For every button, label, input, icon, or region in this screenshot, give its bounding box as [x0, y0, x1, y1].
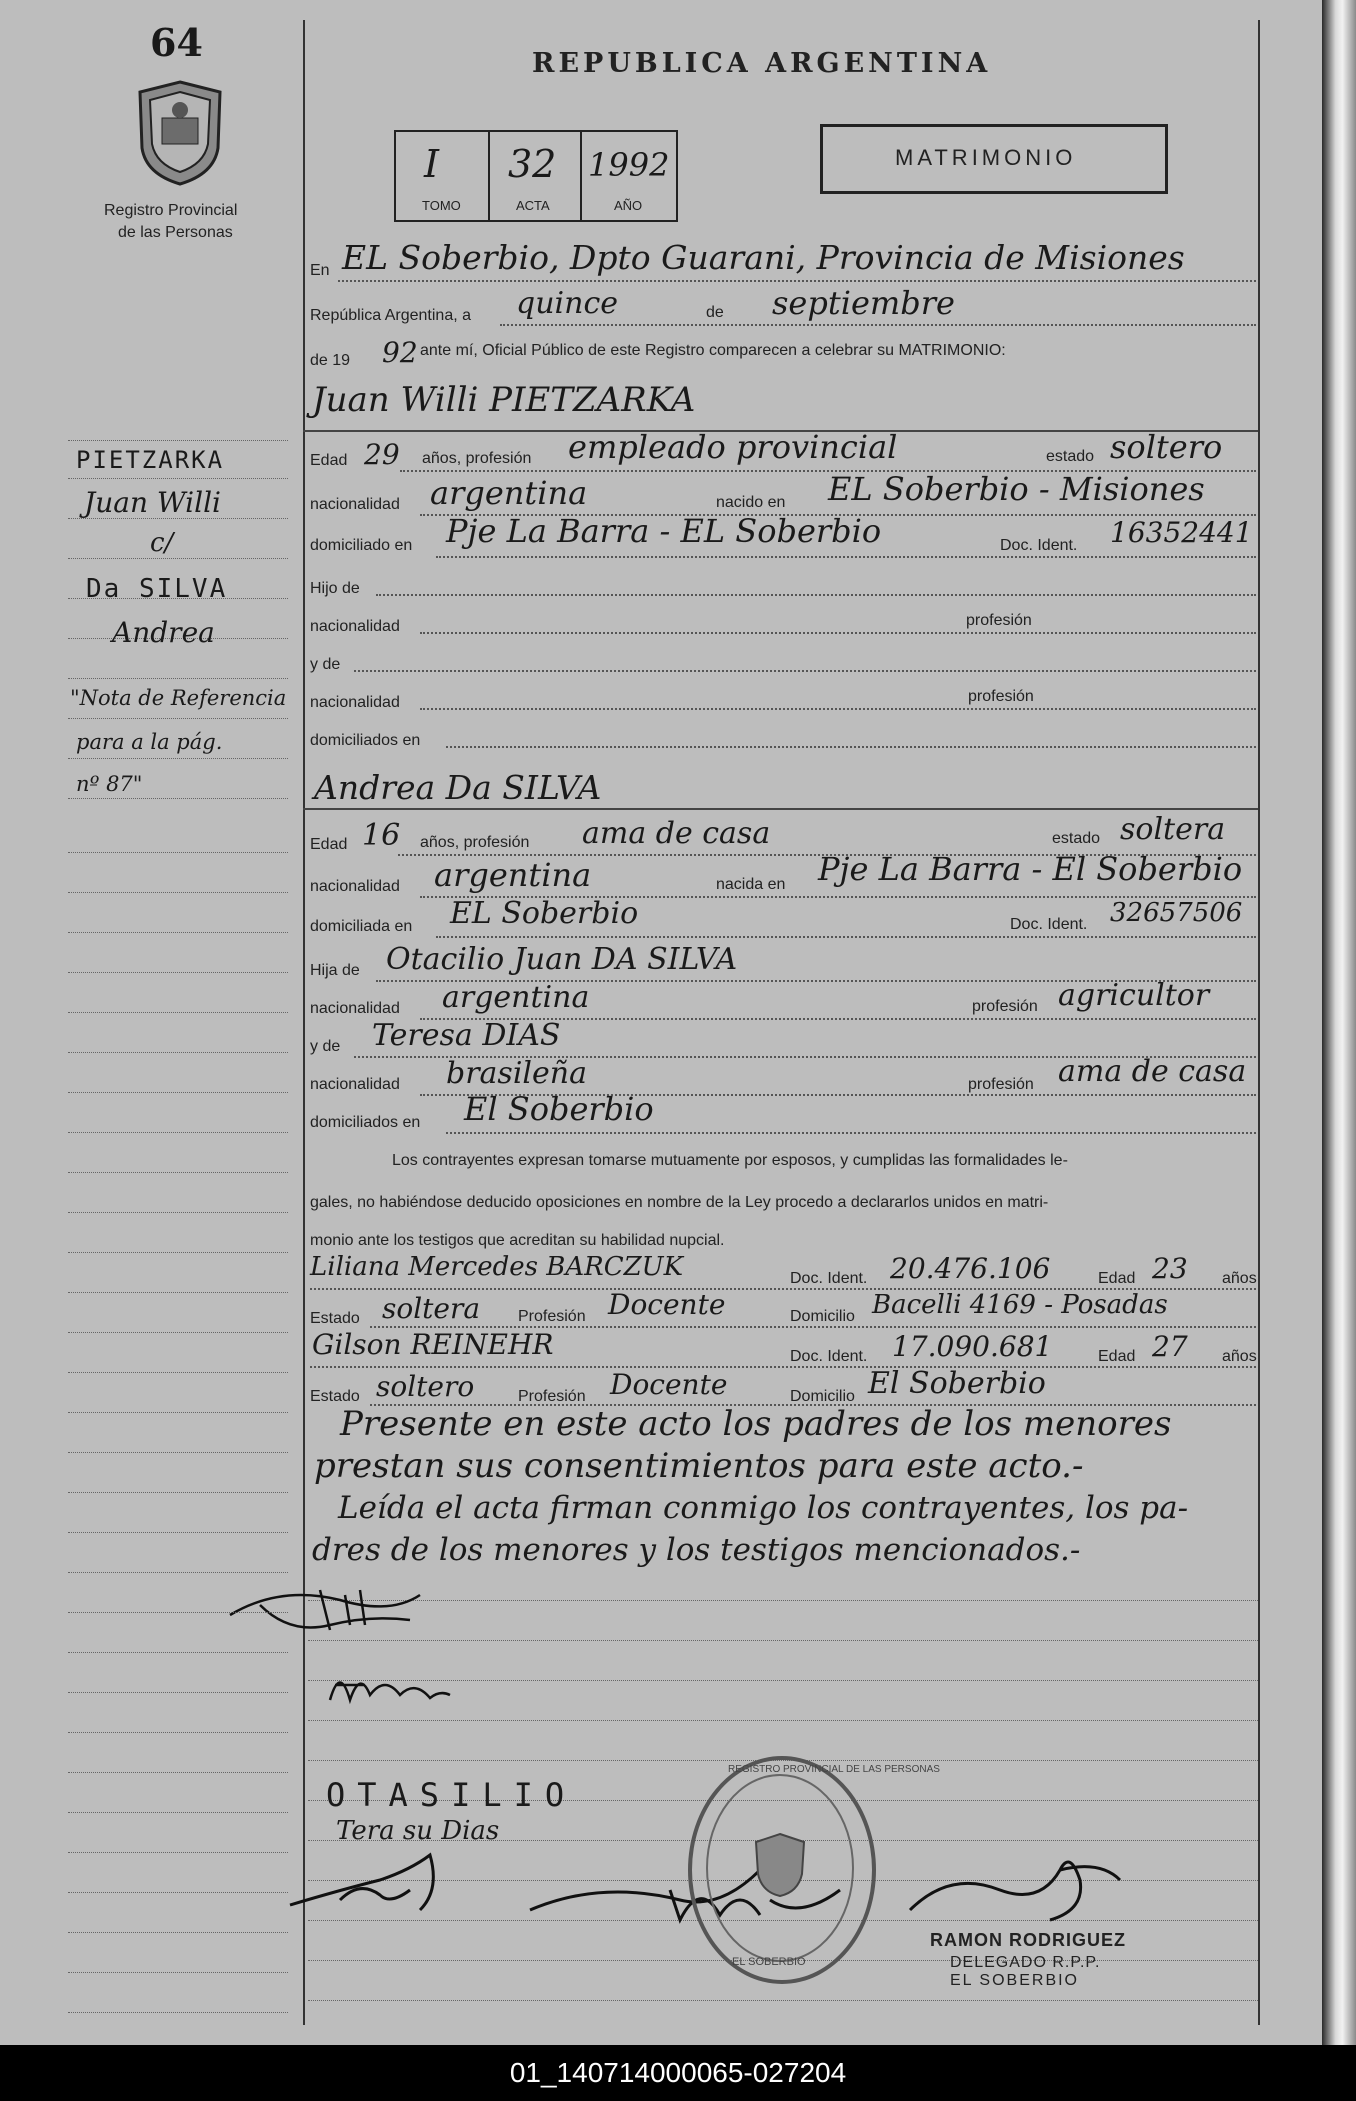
ruled-line — [308, 2000, 1258, 2001]
groom-anos-profesion-label: años, profesión — [422, 450, 532, 467]
ruled-line — [68, 1092, 288, 1093]
seal-caption-1: Registro Provincial — [104, 202, 238, 219]
bride-prof2: ama de casa — [1058, 1054, 1247, 1089]
groom-nac1-label: nacionalidad — [310, 618, 400, 635]
bride-profesion: ama de casa — [582, 816, 771, 851]
witness-1-edad: 23 — [1152, 1252, 1188, 1285]
witness-2-profesion-label: Profesión — [518, 1388, 586, 1405]
tomo-label: TOMO — [422, 198, 461, 213]
bride-nac1-label: nacionalidad — [310, 1000, 400, 1017]
right-rule — [1258, 20, 1260, 2025]
country-title: REPUBLICA ARGENTINA — [532, 48, 992, 79]
margin-note-4: Da SILVA — [86, 574, 228, 604]
bride-domiciliados-label: domiciliados en — [310, 1114, 421, 1131]
groom-doc-label: Doc. Ident. — [1000, 537, 1078, 554]
doc-type-box — [820, 124, 1168, 194]
intro-de-label: de — [706, 304, 724, 321]
bride-nac2: brasileña — [446, 1056, 587, 1091]
margin-note-8: nº 87" — [76, 772, 143, 796]
groom-prof2-label: profesión — [968, 688, 1034, 705]
witness-1-anos-label: años — [1222, 1270, 1257, 1287]
footer-id: 01_140714000065-027204 — [0, 2045, 1356, 2101]
groom-edad-label: Edad — [310, 452, 348, 469]
witness-2-estado: soltero — [376, 1370, 475, 1403]
section-rule — [303, 808, 1258, 810]
witness-1-estado-label: Estado — [310, 1310, 360, 1327]
groom-name: Juan Willi PIETZARKA — [312, 380, 696, 420]
legal-text-2: gales, no habiéndose deducido oposiciones en nombre de la Ley procedo a declararlos unidos en matri- — [310, 1194, 1049, 1211]
bride-nacida: Pje La Barra - El Soberbio — [818, 850, 1243, 888]
witness-1-estado: soltera — [382, 1292, 481, 1325]
intro-sentence: ante mí, Oficial Público de este Registro comparecen a celebrar su MATRIMONIO: — [420, 342, 1006, 359]
acta-value: 32 — [508, 142, 557, 186]
bride-doc-label: Doc. Ident. — [1010, 916, 1088, 933]
bride-nacionalidad-label: nacionalidad — [310, 878, 400, 895]
margin-note-7: para a la pág. — [76, 730, 223, 754]
ruled-line — [68, 1252, 288, 1253]
witness-2-edad-label: Edad — [1098, 1348, 1136, 1365]
dotted-line — [436, 936, 1256, 938]
margin-note-2: Juan Willi — [84, 486, 221, 519]
bride-estado: soltera — [1120, 812, 1226, 847]
folio-number: 64 — [150, 20, 203, 65]
ano-cell — [580, 132, 676, 220]
groom-estado-label: estado — [1046, 448, 1095, 465]
groom-nacido-label: nacido en — [716, 494, 786, 511]
intro-year-label: de 19 — [310, 352, 351, 369]
groom-estado: soltero — [1110, 428, 1223, 466]
ruled-line — [308, 1640, 1258, 1641]
margin-note-6: "Nota de Referencia — [70, 686, 287, 710]
dotted-line — [310, 1366, 1256, 1368]
margin-note-1: PIETZARKA — [76, 446, 225, 474]
margin-note-3: c/ — [150, 528, 174, 558]
mother-name: Tera su Dias — [336, 1816, 500, 1846]
bride-yde-label: y de — [310, 1038, 341, 1055]
intro-month: septiembre — [772, 284, 955, 322]
ruled-line — [68, 1652, 288, 1653]
groom-nacido: EL Soberbio - Misiones — [828, 470, 1205, 508]
stamp-ring-text: REGISTRO PROVINCIAL DE LAS PERSONAS — [728, 1764, 940, 1775]
ruled-line — [68, 1052, 288, 1053]
witness-2-doc-label: Doc. Ident. — [790, 1348, 868, 1365]
witness-2-anos-label: años — [1222, 1348, 1257, 1365]
intro-year-value: 92 — [382, 336, 418, 369]
ruled-line — [68, 1412, 288, 1413]
groom-edad: 29 — [364, 438, 400, 471]
ruled-line — [68, 1892, 288, 1893]
father-name: OTASILIO — [326, 1776, 577, 1814]
witness-2-domicilio-label: Domicilio — [790, 1388, 855, 1405]
groom-domicilio: Pje La Barra - EL Soberbio — [446, 512, 882, 550]
bride-nacionalidad: argentina — [434, 856, 592, 894]
legal-text-3: monio ante los testigos que acreditan su habilidad nupcial. — [310, 1232, 725, 1249]
ruled-line — [68, 558, 288, 559]
ruled-line — [68, 1172, 288, 1173]
stamp-emblem-icon — [750, 1830, 810, 1900]
margin-note-5: Andrea — [112, 616, 215, 649]
ruled-line — [68, 1452, 288, 1453]
acta-cell — [488, 132, 582, 220]
ruled-line — [68, 972, 288, 973]
groom-domiciliado-label: domiciliado en — [310, 537, 413, 554]
book-binding — [1322, 0, 1356, 2045]
witness-1-profesion-label: Profesión — [518, 1308, 586, 1325]
volume-box — [394, 130, 678, 222]
stamp-bottom-text: EL SOBERBIO — [732, 1956, 806, 1968]
dotted-line — [420, 632, 1256, 634]
dotted-line — [500, 324, 1256, 326]
ruled-line — [68, 1572, 288, 1573]
ruled-line — [68, 1332, 288, 1333]
groom-nac2-label: nacionalidad — [310, 694, 400, 711]
handwritten-note-1: Presente en este acto los padres de los menores — [340, 1404, 1172, 1444]
bride-anos-profesion-label: años, profesión — [420, 834, 530, 851]
bride-domiciliada-label: domiciliada en — [310, 918, 413, 935]
dotted-line — [436, 556, 1256, 558]
ruled-line — [68, 1812, 288, 1813]
ruled-line — [68, 440, 288, 441]
witness-2-edad: 27 — [1152, 1330, 1188, 1363]
official-stamp — [688, 1756, 940, 1984]
bride-prof1-label: profesión — [972, 998, 1038, 1015]
ruled-line — [68, 892, 288, 893]
witness-2-doc: 17.090.681 — [892, 1330, 1053, 1363]
witness-1-doc: 20.476.106 — [890, 1252, 1051, 1285]
father-signature-icon — [280, 1850, 500, 1920]
margin-rule — [303, 20, 305, 2025]
dotted-line — [446, 1132, 1256, 1134]
officer-name: RAMON RODRIGUEZ — [930, 1930, 1126, 1950]
bride-edad-label: Edad — [310, 836, 348, 853]
ruled-line — [68, 1732, 288, 1733]
dotted-line — [354, 670, 1256, 672]
witness-2-domicilio: El Soberbio — [868, 1366, 1046, 1401]
bride-padre: Otacilio Juan DA SILVA — [386, 942, 738, 977]
groom-signature-icon — [220, 1575, 440, 1645]
ruled-line — [308, 1720, 1258, 1721]
ruled-line — [68, 1372, 288, 1373]
groom-yde-label: y de — [310, 656, 341, 673]
ruled-line — [68, 2012, 288, 2013]
tomo-cell — [396, 132, 490, 220]
bride-prof1: agricultor — [1058, 978, 1210, 1013]
legal-text-1: Los contrayentes expresan tomarse mutuamente por esposos, y cumplidas las formalidades le- — [392, 1152, 1068, 1169]
ruled-line — [68, 758, 288, 759]
witness-1-name: Liliana Mercedes BARCZUK — [310, 1252, 684, 1282]
bride-nacida-label: nacida en — [716, 876, 786, 893]
bride-domicilio: EL Soberbio — [450, 896, 639, 931]
ruled-line — [68, 718, 288, 719]
ruled-line — [68, 798, 288, 799]
handwritten-note-2: prestan sus consentimientos para este acto.- — [314, 1446, 1084, 1486]
ruled-line — [68, 1212, 288, 1213]
ruled-line — [68, 1292, 288, 1293]
bride-domiciliados: El Soberbio — [464, 1090, 654, 1128]
intro-en-label: En — [310, 262, 330, 279]
groom-prof1-label: profesión — [966, 612, 1032, 629]
acta-label: ACTA — [516, 198, 550, 213]
ruled-line — [68, 1772, 288, 1773]
ruled-line — [308, 1600, 1258, 1601]
handwritten-note-4: dres de los menores y los testigos mencionados.- — [312, 1532, 1081, 1568]
witness-1-edad-label: Edad — [1098, 1270, 1136, 1287]
dotted-line — [376, 594, 1256, 596]
witness-1-domicilio: Bacelli 4169 - Posadas — [872, 1290, 1168, 1320]
bride-hija-label: Hija de — [310, 962, 360, 979]
ano-value: 1992 — [588, 146, 670, 184]
witness-2-estado-label: Estado — [310, 1388, 360, 1405]
bride-madre: Teresa DIAS — [372, 1018, 561, 1053]
witness-1-doc-label: Doc. Ident. — [790, 1270, 868, 1287]
intro-day: quince — [516, 286, 618, 321]
seal-caption-2: de las Personas — [118, 224, 233, 241]
intro-place: EL Soberbio, Dpto Guarani, Provincia de Misiones — [342, 238, 1185, 277]
groom-doc: 16352441 — [1110, 516, 1253, 549]
witness-2-profesion: Docente — [610, 1368, 728, 1401]
witness-2-name: Gilson REINEHR — [312, 1328, 554, 1361]
dotted-line — [338, 280, 1256, 282]
bride-edad: 16 — [362, 818, 401, 853]
officer-signature-icon — [900, 1850, 1140, 1930]
ruled-line — [68, 1692, 288, 1693]
ruled-line — [68, 678, 288, 679]
bride-name: Andrea Da SILVA — [314, 768, 602, 807]
officer-title: DELEGADO R.P.P. — [950, 1954, 1101, 1971]
ruled-line — [68, 852, 288, 853]
ruled-line — [68, 1012, 288, 1013]
groom-nacionalidad-label: nacionalidad — [310, 496, 400, 513]
dotted-line — [446, 746, 1256, 748]
intro-rep-label: República Argentina, a — [310, 307, 471, 324]
ruled-line — [68, 932, 288, 933]
groom-nacionalidad: argentina — [430, 474, 588, 512]
ruled-line — [68, 478, 288, 479]
handwritten-note-3: Leída el acta firman conmigo los contrayentes, los pa- — [338, 1490, 1189, 1526]
ruled-line — [68, 1852, 288, 1853]
doc-type: MATRIMONIO — [895, 145, 1077, 170]
bride-estado-label: estado — [1052, 830, 1101, 847]
dotted-line — [420, 708, 1256, 710]
ruled-line — [68, 1132, 288, 1133]
witness-1-profesion: Docente — [608, 1288, 726, 1321]
witness-1-domicilio-label: Domicilio — [790, 1308, 855, 1325]
groom-domiciliados-label: domiciliados en — [310, 732, 421, 749]
bride-signature-icon — [320, 1660, 460, 1720]
ruled-line — [68, 1492, 288, 1493]
ruled-line — [68, 1932, 288, 1933]
groom-profesion: empleado provincial — [568, 428, 898, 466]
bride-prof2-label: profesión — [968, 1076, 1034, 1093]
bride-doc: 32657506 — [1110, 898, 1243, 928]
provincial-seal-icon — [130, 78, 230, 188]
officer-place: EL SOBERBIO — [950, 1972, 1079, 1989]
ruled-line — [68, 1972, 288, 1973]
groom-hijo-label: Hijo de — [310, 580, 360, 597]
tomo-value: I — [424, 142, 440, 186]
bride-nac1: argentina — [442, 980, 590, 1015]
ano-label: AÑO — [614, 198, 643, 213]
ruled-line — [68, 1612, 288, 1613]
ruled-line — [68, 1532, 288, 1533]
bride-nac2-label: nacionalidad — [310, 1076, 400, 1093]
